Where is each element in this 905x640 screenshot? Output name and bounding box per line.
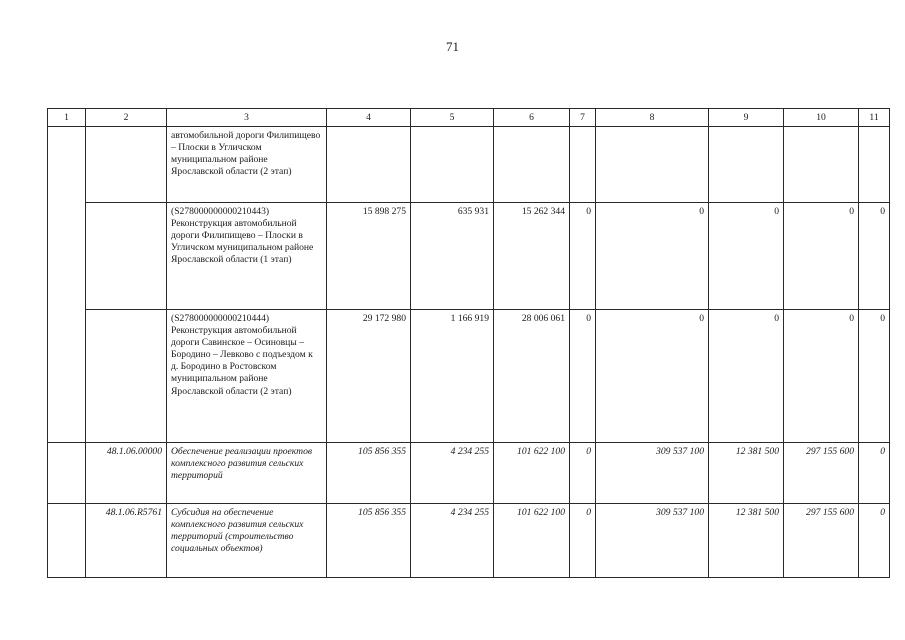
value-cell: 105 856 355 xyxy=(327,443,411,504)
value-cell: 297 155 600 xyxy=(784,504,859,578)
value-cell: 15 898 275 xyxy=(327,203,411,310)
column-header: 8 xyxy=(596,109,709,127)
description-cell: Обеспечение реализации проектов комплексного развития сельских территорий xyxy=(167,443,327,504)
column-header: 4 xyxy=(327,109,411,127)
value-cell xyxy=(784,127,859,203)
column-header: 3 xyxy=(167,109,327,127)
budget-table xyxy=(47,108,890,578)
value-cell: 0 xyxy=(570,203,596,310)
description-cell: Субсидия на обеспечение комплексного развития сельских территорий (строительство социальных объектов) xyxy=(167,504,327,578)
value-cell: 0 xyxy=(784,203,859,310)
value-cell: 635 931 xyxy=(411,203,494,310)
row-number-cell xyxy=(48,504,86,578)
code-cell: 48.1.06.R5761 xyxy=(86,504,167,578)
description-cell: (S278000000000210444) Реконструкция автомобильной дороги Савинское – Осиновцы – Бородино – Левково с подъездом к д. Бородино в Ростовском муниципальном районе Ярославской области (2 этап) xyxy=(167,310,327,443)
value-cell: 0 xyxy=(859,504,890,578)
value-cell: 12 381 500 xyxy=(709,504,784,578)
value-cell xyxy=(859,127,890,203)
value-cell: 1 166 919 xyxy=(411,310,494,443)
table-row xyxy=(48,203,890,310)
table-row xyxy=(48,127,890,203)
code-cell xyxy=(86,310,167,443)
value-cell: 4 234 255 xyxy=(411,443,494,504)
value-cell: 0 xyxy=(859,310,890,443)
column-header: 11 xyxy=(859,109,890,127)
value-cell: 0 xyxy=(859,203,890,310)
value-cell: 15 262 344 xyxy=(494,203,570,310)
column-header: 9 xyxy=(709,109,784,127)
value-cell: 29 172 980 xyxy=(327,310,411,443)
table-row xyxy=(48,310,890,443)
value-cell: 0 xyxy=(596,203,709,310)
value-cell: 4 234 255 xyxy=(411,504,494,578)
value-cell: 0 xyxy=(709,203,784,310)
value-cell xyxy=(709,127,784,203)
value-cell xyxy=(494,127,570,203)
table-row xyxy=(48,443,890,504)
value-cell: 12 381 500 xyxy=(709,443,784,504)
value-cell: 0 xyxy=(570,310,596,443)
value-cell: 101 622 100 xyxy=(494,443,570,504)
code-cell xyxy=(86,203,167,310)
description-cell: (S278000000000210443) Реконструкция автомобильной дороги Филипищево – Плоски в Угличском муниципальном районе Ярославской области (1 этап) xyxy=(167,203,327,310)
value-cell: 0 xyxy=(596,310,709,443)
value-cell: 309 537 100 xyxy=(596,504,709,578)
page-number: 71 xyxy=(446,39,459,54)
code-cell xyxy=(86,127,167,203)
value-cell xyxy=(570,127,596,203)
value-cell: 309 537 100 xyxy=(596,443,709,504)
description-cell: автомобильной дороги Филипищево – Плоски в Угличском муниципальном районе Ярославской области (2 этап) xyxy=(167,127,327,203)
value-cell: 0 xyxy=(570,504,596,578)
value-cell: 0 xyxy=(709,310,784,443)
value-cell: 0 xyxy=(784,310,859,443)
column-header: 7 xyxy=(570,109,596,127)
value-cell: 28 006 061 xyxy=(494,310,570,443)
table-row xyxy=(48,504,890,578)
column-header: 6 xyxy=(494,109,570,127)
value-cell: 297 155 600 xyxy=(784,443,859,504)
value-cell: 101 622 100 xyxy=(494,504,570,578)
value-cell xyxy=(411,127,494,203)
column-header: 10 xyxy=(784,109,859,127)
column-header: 1 xyxy=(48,109,86,127)
value-cell: 0 xyxy=(859,443,890,504)
value-cell: 0 xyxy=(570,443,596,504)
code-cell: 48.1.06.00000 xyxy=(86,443,167,504)
value-cell: 105 856 355 xyxy=(327,504,411,578)
value-cell xyxy=(596,127,709,203)
value-cell xyxy=(327,127,411,203)
header-row xyxy=(48,109,890,127)
row-number-cell xyxy=(48,443,86,504)
row-number-cell xyxy=(48,127,86,443)
column-header: 5 xyxy=(411,109,494,127)
column-header: 2 xyxy=(86,109,167,127)
